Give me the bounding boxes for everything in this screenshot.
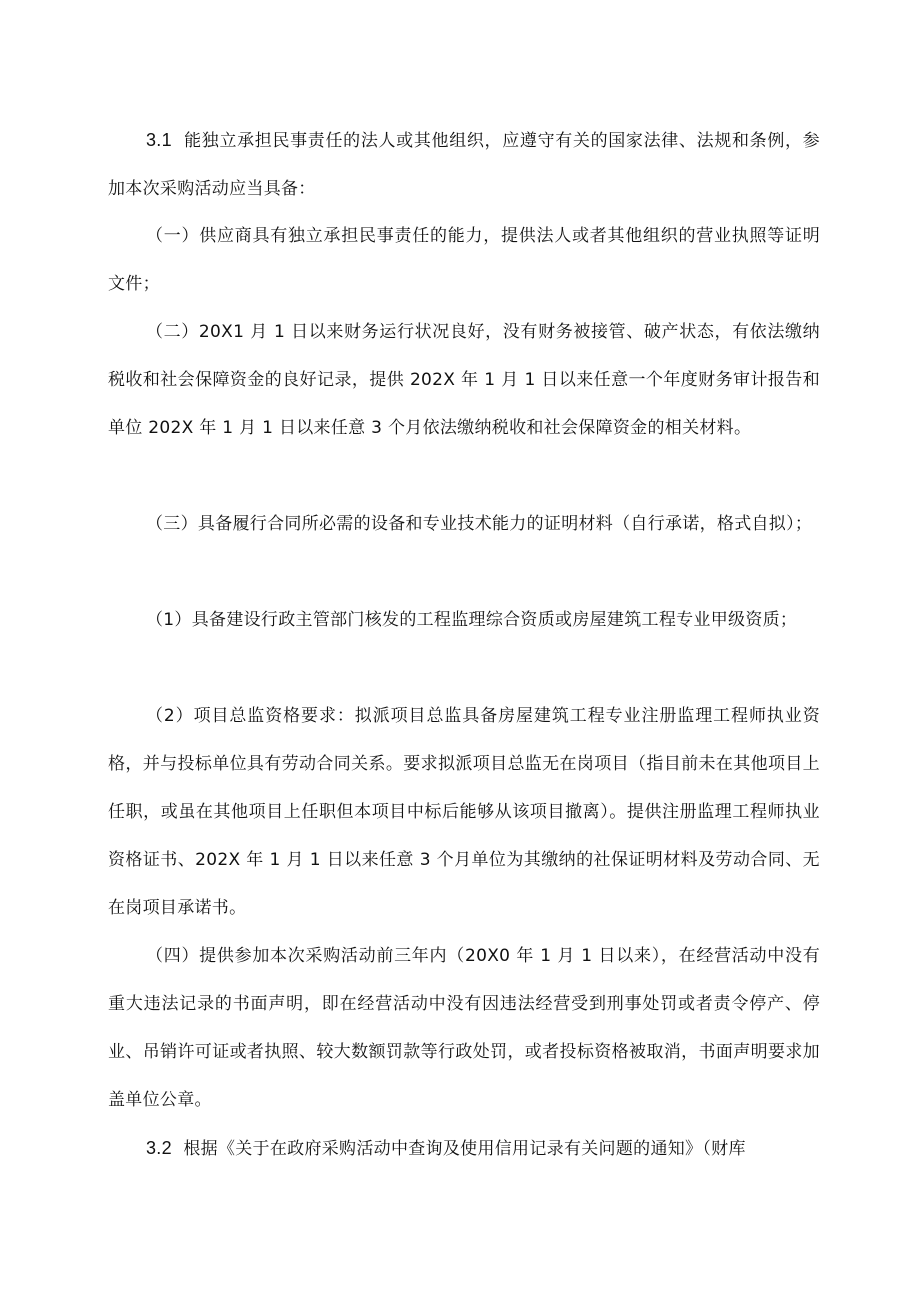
item-text: （1）具备建设行政主管部门核发的工程监理综合资质或房屋建筑工程专业甲级资质；	[146, 610, 798, 630]
item-text: （2）项目总监资格要求：拟派项目总监具备房屋建筑工程专业注册监理工程师执业资格，并与投标单位具有劳动合同关系。要求拟派项目总监无在岗项目（指目前未在其他项目上任职，或虽在其他项目上任职但本项目中标后能够从该项目撤离）。提供注册监理工程师执业资格证书、202X 年 1 月 1 日以来任意 3 个月单位为其缴纳的社保证明材料及劳动合同、无在岗项目承诺书。	[108, 706, 820, 918]
clause-3-1	[108, 116, 820, 213]
clause-3-2	[108, 1124, 820, 1173]
item-text: （一）供应商具有独立承担民事责任的能力，提供法人或者其他组织的营业执照等证明文件；	[108, 226, 820, 294]
requirement-subitem-2	[108, 692, 820, 932]
clause-number: 3.1	[146, 130, 172, 150]
clause-number: 3.2	[146, 1138, 172, 1158]
item-text: （四）提供参加本次采购活动前三年内（20X0 年 1 月 1 日以来），在经营活动中没有重大违法记录的书面声明，即在经营活动中没有因违法经营受到刑事处罚或者责令停产、停业、吊销许可证或者执照、较大数额罚款等行政处罚，或者投标资格被取消，书面声明要求加盖单位公章。	[108, 946, 820, 1110]
requirement-item-2	[108, 308, 820, 452]
clause-text: 能独立承担民事责任的法人或其他组织，应遵守有关的国家法律、法规和条例，参加本次采购活动应当具备：	[108, 131, 820, 199]
item-text: （二）20X1 月 1 日以来财务运行状况良好，没有财务被接管、破产状态，有依法缴纳税收和社会保障资金的良好记录，提供 202X 年 1 月 1 日以来任意一个年度财务审计报告和单位 202X 年 1 月 1 日以来任意 3 个月依法缴纳税收和社会保障资金的相关材料。	[108, 322, 820, 438]
requirement-item-3	[108, 500, 820, 548]
clause-text: 根据《关于在政府采购活动中查询及使用信用记录有关问题的通知》（财库	[183, 1139, 746, 1159]
requirement-item-1	[108, 212, 820, 308]
item-text: （三）具备履行合同所必需的设备和专业技术能力的证明材料（自行承诺，格式自拟）；	[146, 514, 813, 534]
requirement-item-4	[108, 932, 820, 1124]
requirement-subitem-1	[108, 596, 820, 644]
